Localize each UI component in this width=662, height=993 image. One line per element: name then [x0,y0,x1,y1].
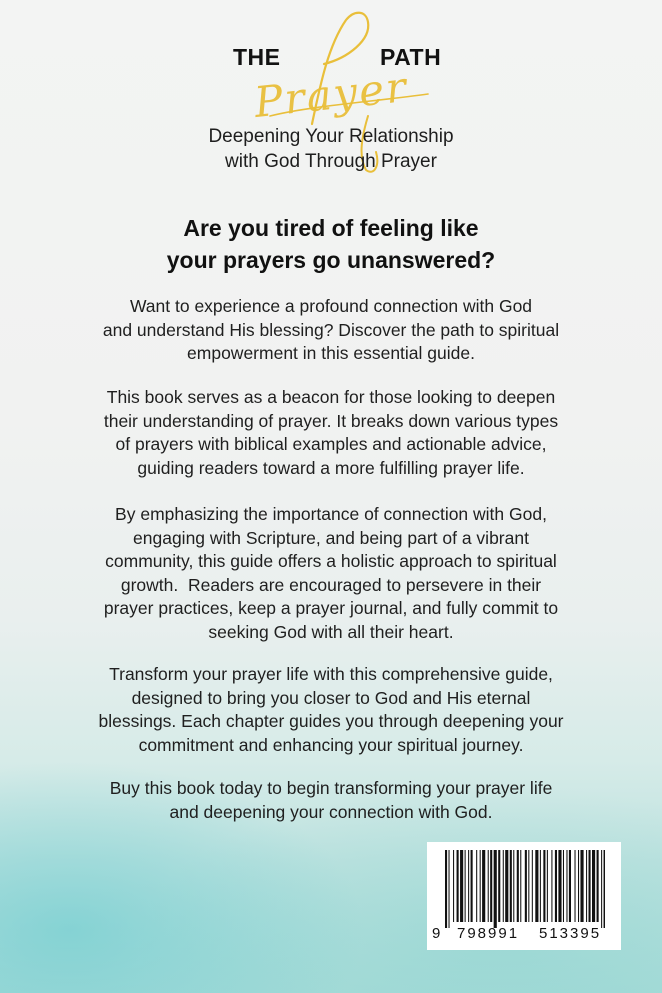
barcode-bar [488,850,489,922]
paragraph-line: Want to experience a profound connection with God [129,296,533,316]
barcode-bar [460,850,463,922]
barcode-bar [505,850,508,922]
headline-line-1: Are you tired of feeling like [183,215,479,241]
barcode-bar [445,850,447,928]
barcode-bar [540,850,541,922]
barcode-bar [468,850,469,922]
title-script-prayer: Prayer [251,62,411,127]
barcode-bar [503,850,504,922]
barcode-bar [558,850,561,922]
paragraph-line: Buy this book today to begin transforming your prayer life [109,778,553,798]
paragraph-line: prayer practices, keep a prayer journal, and fully commit to [103,598,559,618]
barcode-bar [566,850,567,922]
barcode-bar [490,850,492,922]
barcode-bar [575,850,576,922]
barcode-bar [578,850,579,922]
barcode-left-digits: 798991 [457,925,520,942]
paragraph-line: commitment and enhancing your spiritual journey. [138,734,524,755]
barcode-right-digits: 513395 [539,925,602,942]
barcode-bar [601,850,602,928]
barcode-bar [547,850,548,922]
barcode-bar [453,850,454,922]
barcode-bar [586,850,587,922]
headline [0,212,662,276]
subtitle [0,124,662,174]
title-block [0,0,662,190]
paragraph-line: Transform your prayer life with this comprehensive guide, [109,664,553,684]
barcode-bar [480,850,481,922]
paragraph-line: growth. Readers are encouraged to persevere in their [120,574,542,595]
subtitle-line-1: Deepening Your Relationship [208,126,454,147]
paragraph-transform [60,663,602,757]
paragraph-line: blessings. Each chapter guides you through deepening your [98,711,564,731]
barcode-bars [445,850,605,928]
barcode-bar [563,850,564,922]
paragraph-line: community, this guide offers a holistic approach to spiritual [105,551,557,571]
paragraph-line: By emphasizing the importance of connection with God, [115,504,547,524]
paragraph-line: of prayers with biblical examples and actionable advice, [115,434,547,454]
barcode-bar [555,850,557,922]
paragraph-line: engaging with Scripture, and being part of a vibrant [133,527,529,548]
barcode-bar [589,850,591,922]
barcode-bar [569,850,571,922]
barcode-bar [494,850,497,928]
headline-line-2: your prayers go unanswered? [166,247,496,273]
barcode-bar [551,850,552,922]
barcode-bar [449,850,450,928]
paragraph-line: This book serves as a beacon for those looking to deepen [106,387,556,407]
paragraph-line: and understand His blessing? Discover the path to spiritual [102,319,560,340]
barcode-bar [543,850,545,922]
barcode-bar [498,850,500,922]
barcode-bar [457,850,459,922]
barcode-bar [592,850,595,922]
barcode-bar [525,850,527,922]
barcode-number [427,925,621,945]
barcode-bar [510,850,512,922]
paragraph-line: their understanding of prayer. It breaks down various types [103,410,559,431]
barcode-bar [535,850,538,922]
barcode-bar [528,850,529,922]
barcode-bar [471,850,473,922]
paragraph-line: guiding readers toward a more fulfilling prayer life. [137,457,525,478]
isbn-barcode [427,842,621,950]
barcode-lead-digit: 9 [432,925,441,942]
paragraph-beacon [60,386,602,480]
paragraph-line: and deepening your connection with God. [169,801,493,822]
barcode-bar [604,850,605,928]
barcode-bar [580,850,583,922]
subtitle-line-2: with God Through Prayer [225,151,437,172]
barcode-bar [597,850,599,922]
barcode-bar [482,850,485,922]
title-word-path: PATH [380,44,442,70]
paragraph-intro [60,295,602,366]
paragraph-line: seeking God with all their heart. [208,621,454,642]
barcode-bar [532,850,533,922]
barcode-bar [513,850,514,922]
barcode-bar [520,850,521,922]
barcode-bar [465,850,466,922]
paragraph-call-to-action [60,777,602,824]
barcode-bar [476,850,477,922]
paragraph-line: empowerment in this essential guide. [187,343,475,363]
title-word-the: THE [233,44,281,70]
barcode-bar [517,850,519,922]
paragraph-line: designed to bring you closer to God and His eternal [131,687,531,708]
paragraph-emphasis [60,503,602,644]
